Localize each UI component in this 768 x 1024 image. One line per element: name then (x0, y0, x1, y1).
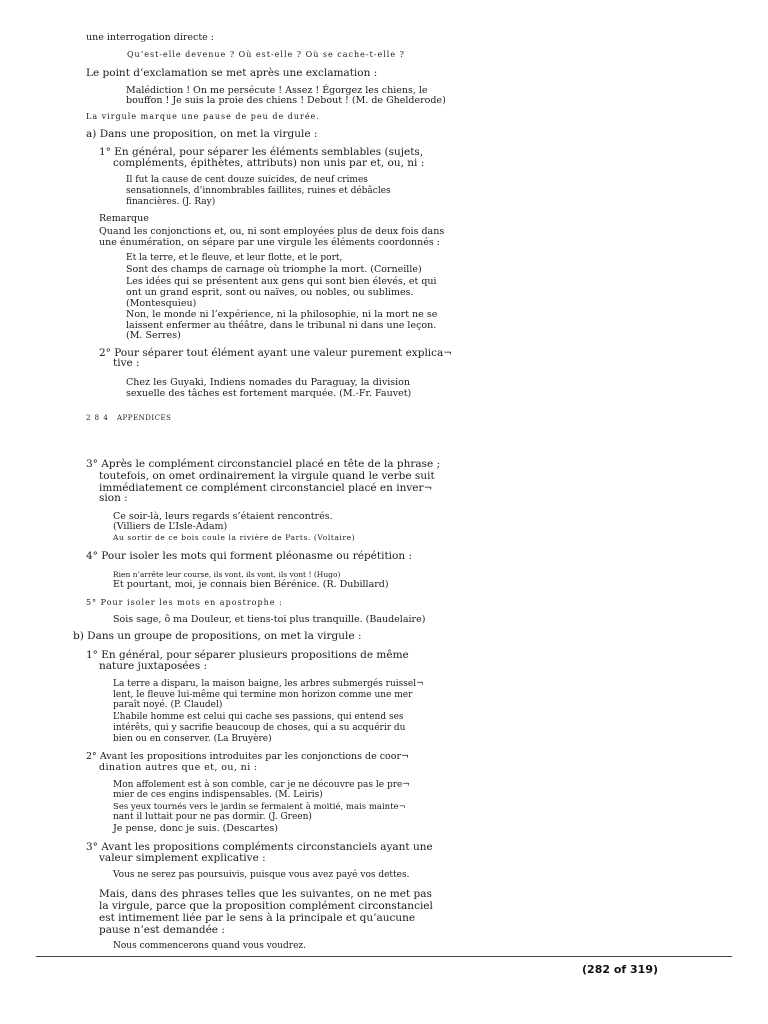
rule-line: nature juxtaposées : (99, 660, 208, 672)
text-line: une interrogation directe : (86, 32, 214, 43)
example-line: bien ou en conserver. (La Bruyère) (113, 734, 272, 744)
example-line: bouffon ! Je suis la proie des chiens ! Debout ! (M. de Ghelderode) (126, 95, 446, 106)
example-line: Ses yeux tournés vers le jardin se fermaient à moitié, mais mainte¬ (113, 802, 406, 812)
example-line: Au sortir de ce bois coule la rivière de Parts. (Voltaire) (113, 533, 356, 542)
section-heading: b) Dans un groupe de propositions, on met la virgule : (73, 630, 362, 642)
example-line: La terre a disparu, la maison baigne, les arbres submergés ruissel¬ (113, 679, 424, 689)
rule-line: sion : (99, 492, 128, 504)
example-line: financières. (J. Ray) (126, 197, 216, 207)
page-indicator: (282 of 319) (582, 963, 658, 976)
remark-heading: Remarque (99, 213, 149, 224)
text-line: La virgule marque une pause de peu de durée. (86, 112, 320, 121)
text-line: la virgule, parce que la proposition complément circonstanciel (99, 900, 433, 912)
example-line: (Montesquieu) (126, 298, 197, 309)
rule-line: toutefois, on omet ordinairement la virgule quand le verbe suit (99, 470, 435, 482)
example-line: Les idées qui se présentent aux gens qui sont bien élevés, et qui (126, 276, 437, 287)
rule-line: 3° Avant les propositions compléments circonstanciels ayant une (86, 841, 433, 853)
rule-line: 2° Pour séparer tout élément ayant une valeur purement explica¬ (99, 347, 453, 359)
example-line: Ce soir-là, leurs regards s’étaient rencontrés. (113, 511, 333, 522)
example-line: (M. Serres) (126, 330, 181, 341)
example-line: Rien n’arrête leur course, ils vont, ils vont, ils vont ! (Hugo) (113, 570, 341, 579)
rule-line: dination autres que et, ou, ni : (99, 762, 258, 773)
rule-line: compléments, épithètes, attributs) non unis par et, ou, ni : (113, 157, 425, 169)
example-line: nant il luttait pour ne pas dormir. (J. Green) (113, 812, 312, 822)
example-line: lent, le fleuve lui-même qui termine mon horizon comme une mer (113, 690, 413, 700)
example-line: mier de ces engins indispensables. (M. Leiris) (113, 790, 323, 800)
rule-line: valeur simplement explicative : (99, 852, 266, 864)
example-line: Sois sage, ô ma Douleur, et tiens-toi plus tranquille. (Baudelaire) (113, 614, 426, 625)
text-line: pause n’est demandée : (99, 924, 225, 936)
example-line: Et pourtant, moi, je connais bien Bérénice. (R. Dubillard) (113, 579, 389, 590)
example-line: L’habile homme est celui qui cache ses passions, qui entend ses (113, 712, 404, 722)
section-heading: a) Dans une proposition, on met la virgule : (86, 128, 318, 140)
running-head-title: APPENDICES (117, 414, 172, 422)
text-line: Le point d’exclamation se met après une exclamation : (86, 67, 378, 79)
example-line: Vous ne serez pas poursuivis, puisque vous avez payé vos dettes. (113, 870, 410, 880)
example-line: Mon affolement est à son comble, car je ne découvre pas le pre¬ (113, 780, 410, 790)
example-line: (Villiers de L’Isle-Adam) (113, 521, 228, 532)
example-line: Il fut la cause de cent douze suicides, de neuf crimes (126, 175, 368, 185)
example-line: Chez les Guyaki, Indiens nomades du Paraguay, la division (126, 377, 410, 388)
example-line: Qu’est-elle devenue ? Où est-elle ? Où se cache-t-elle ? (127, 50, 405, 59)
rule-line: 5° Pour isoler les mots en apostrophe : (86, 598, 283, 607)
example-line: paraît noyé. (P. Claudel) (113, 700, 223, 710)
example-line: sexuelle des tâches est fortement marquée. (M.-Fr. Fauvet) (126, 388, 412, 399)
example-line: Et la terre, et le fleuve, et leur flotte, et le port, (126, 253, 343, 263)
example-line: ont un grand esprit, sont ou naïves, ou nobles, ou sublimes. (126, 287, 414, 298)
example-line: intérêts, qui y sacrifie beaucoup de choses, qui a su acquérir du (113, 723, 406, 733)
example-line: Malédiction ! On me persécute ! Assez ! Égorgez les chiens, le (126, 85, 428, 96)
text-line: Mais, dans des phrases telles que les suivantes, on ne met pas (99, 888, 432, 900)
rule-line: 4° Pour isoler les mots qui forment pléonasme ou répétition : (86, 550, 413, 562)
example-line: Sont des champs de carnage où triomphe la mort. (Corneille) (126, 264, 422, 275)
page-number: 2 8 4 (86, 414, 109, 422)
remark-line: Quand les conjonctions et, ou, ni sont employées plus de deux fois dans (99, 226, 445, 237)
rule-line: 2° Avant les propositions introduites par les conjonctions de coor¬ (86, 751, 409, 762)
example-line: Non, le monde ni l’expérience, ni la philosophie, ni la mort ne se (126, 309, 438, 320)
rule-line: tive : (113, 357, 140, 369)
remark-line: une énumération, on sépare par une virgule les éléments coordonnés : (99, 237, 440, 248)
rule-line: 3° Après le complément circonstanciel placé en tête de la phrase ; (86, 458, 441, 470)
running-head (86, 413, 171, 424)
rule-line: immédiatement ce complément circonstanciel placé en inver¬ (99, 482, 433, 494)
text-line: est intimement liée par le sens à la principale et qu’aucune (99, 912, 416, 924)
rule-line: 1° En général, pour séparer plusieurs propositions de même (86, 649, 409, 661)
footer-divider (36, 956, 732, 957)
example-line: Je pense, donc je suis. (Descartes) (113, 823, 278, 834)
example-line: sensationnels, d’innombrables faillites, ruines et débâcles (126, 186, 391, 196)
rule-line: 1° En général, pour séparer les éléments semblables (sujets, (99, 146, 424, 158)
example-line: Nous commencerons quand vous voudrez. (113, 941, 306, 951)
example-line: laissent enfermer au théâtre, dans le tribunal ni dans une leçon. (126, 320, 437, 331)
